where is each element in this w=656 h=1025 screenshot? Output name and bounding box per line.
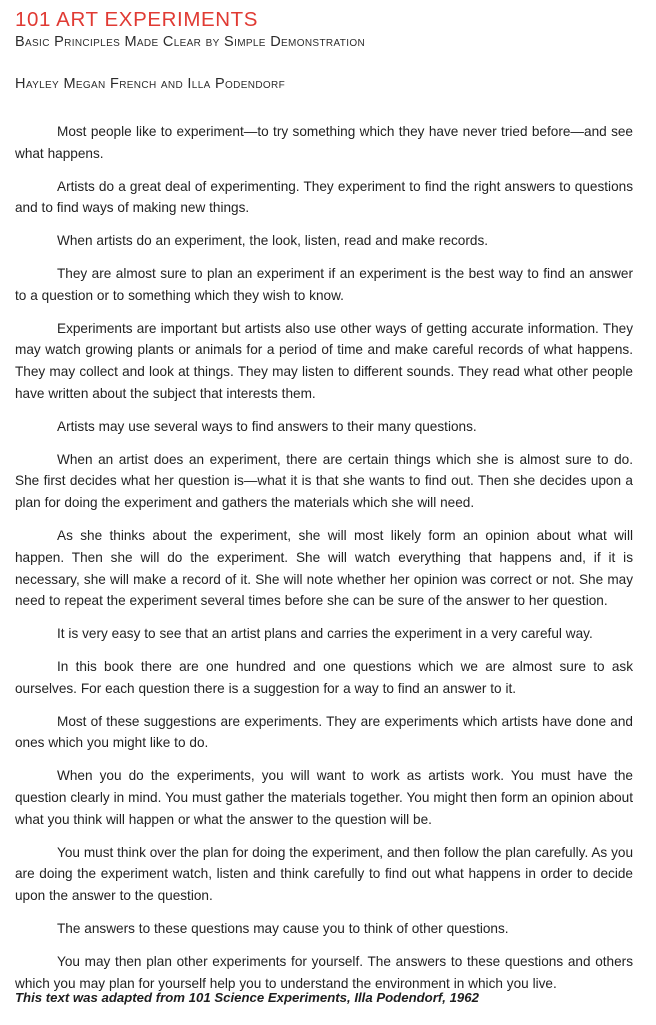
source-attribution-note: This text was adapted from 101 Science Experiments, Illa Podendorf, 1962	[15, 990, 479, 1005]
body-paragraph: Artists do a great deal of experimenting. They experiment to find the right answers to questions and to find ways of making new things.	[15, 178, 633, 216]
body-paragraph: Most of these suggestions are experiments. They are experiments which artists have done and ones which you might like to do.	[15, 713, 633, 751]
page-subtitle: Basic Principles Made Clear by Simple Demonstration	[15, 34, 366, 50]
body-paragraph: In this book there are one hundred and one questions which we are almost sure to ask ourselves. For each question there is a suggestion for a way to find an answer to it.	[15, 658, 633, 696]
body-paragraph: The answers to these questions may cause you to think of other questions.	[57, 920, 509, 936]
body-paragraph: When an artist does an experiment, there are certain things which she is almost sure to do. She first decides what her question is—what it is that she wants to find out. Then she decides upon a plan for doing the experiment and gathers the materials which she will need.	[15, 451, 633, 511]
body-paragraph: You may then plan other experiments for yourself. The answers to these questions and others which you may plan for yourself help you to understand the environment in which you live.	[15, 953, 633, 991]
page-title: 101 ART EXPERIMENTS	[15, 8, 259, 31]
body-paragraph: When you do the experiments, you will want to work as artists work. You must have the question clearly in mind. You must gather the materials together. You might then form an opinion about what you think will happen or what the answer to the question will be.	[15, 768, 633, 827]
body-paragraph: Most people like to experiment—to try something which they have never tried before—and see what happens.	[15, 124, 633, 161]
body-paragraph: You must think over the plan for doing the experiment, and then follow the plan carefully. As you are doing the experiment watch, listen and think carefully to find out what happens in order to decide upon the answer to the question.	[15, 844, 634, 904]
body-paragraph: As she thinks about the experiment, she will most likely form an opinion about what will happen. Then she will do the experiment. She will watch everything that happens and, if it is necessary, she will make a record of it. She will note whether her opinion was correct or not. She may need to repeat the experiment several times before she can be sure of the answer to her question.	[15, 527, 633, 609]
body-paragraph: It is very easy to see that an artist plans and carries the experiment in a very careful way.	[57, 626, 593, 642]
body-text	[15, 121, 633, 994]
body-paragraph: Experiments are important but artists also use other ways of getting accurate information. They may watch growing plants or animals for a period of time and make careful records of what happens. They may collect and look at things. They may listen to different sounds. They read what other people have written about the subject that interests them.	[15, 320, 633, 401]
author-byline: Hayley Megan French and Illa Podendorf	[15, 76, 286, 92]
body-paragraph: They are almost sure to plan an experiment if an experiment is the best way to find an answer to a question or to something which they wish to know.	[15, 265, 633, 303]
body-paragraph: Artists may use several ways to find answers to their many questions.	[57, 418, 477, 434]
body-paragraph: When artists do an experiment, the look, listen, read and make records.	[57, 233, 489, 249]
document-masthead	[15, 8, 633, 93]
